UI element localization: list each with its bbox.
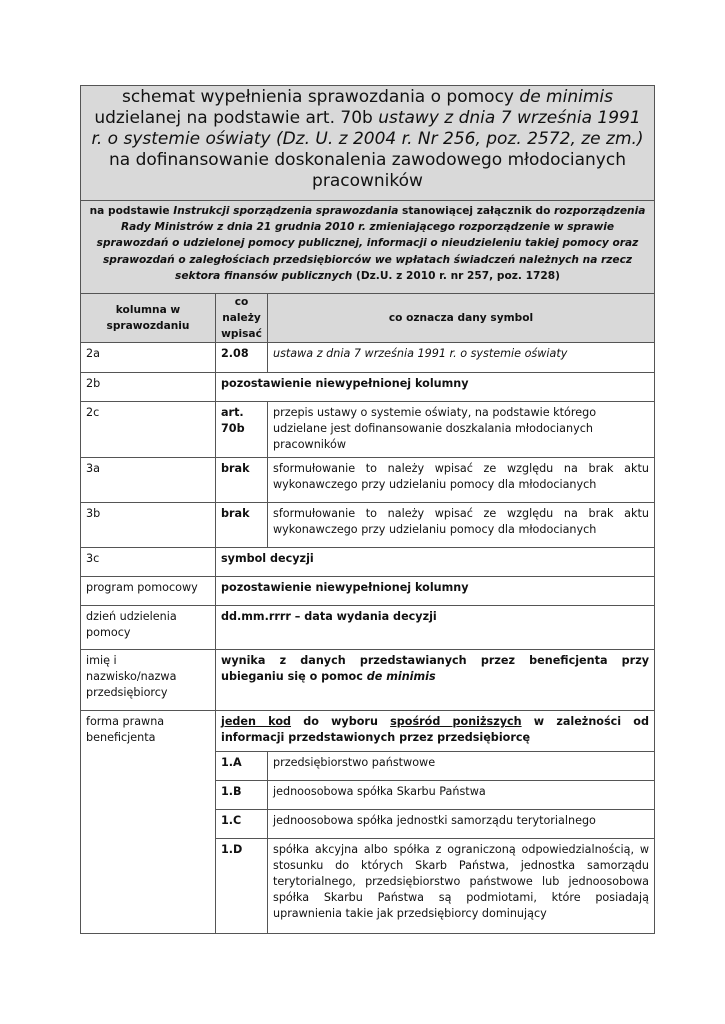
option-text: jednoosobowa spółka Skarbu Państwa (268, 781, 655, 810)
row-label: 2c (81, 402, 216, 458)
title-row (81, 86, 655, 201)
row-value: pozostawienie niewypełnionej kolumny (216, 577, 655, 606)
row-value: 2.08 (216, 343, 268, 373)
option-code: 1.A (216, 752, 268, 781)
column-header-row (81, 294, 655, 343)
header-what-to-enter: co należy wpisać (216, 294, 268, 343)
row-description: sformułowanie to należy wpisać ze względu na brak aktu wykonawczego przy udzielaniu pomocy dla młodocianych (268, 458, 655, 503)
document-page (80, 85, 654, 934)
table-row-3a (81, 458, 655, 503)
option-text: jednoosobowa spółka jednostki samorządu terytorialnego (268, 810, 655, 839)
row-label: 3c (81, 548, 216, 577)
table-row-date (81, 606, 655, 650)
table-row-beneficiary-name (81, 650, 655, 711)
row-label: 3b (81, 503, 216, 548)
row-value: dd.mm.rrrr – data wydania decyzji (216, 606, 655, 650)
row-value: pozostawienie niewypełnionej kolumny (216, 373, 655, 402)
table-row-3b (81, 503, 655, 548)
table-row-2b (81, 373, 655, 402)
table-row-2c (81, 402, 655, 458)
row-label: 2b (81, 373, 216, 402)
row-value: brak (216, 503, 268, 548)
table-row-3c (81, 548, 655, 577)
row-description: sformułowanie to należy wpisać ze względu na brak aktu wykonawczego przy udzielaniu pomocy dla młodocianych (268, 503, 655, 548)
option-text: spółka akcyjna albo spółka z ograniczoną odpowiedzialnością, w stosunku do których Skarb Państwa, jednostka samorządu terytorialnego, przedsiębiorstwo państwowe lub jednoosobowa spółka Skarbu Państwa są podmiotami, które posiadają uprawnienia takie jak przedsiębiorcy dominujący (268, 839, 655, 934)
row-label: forma prawna beneficjenta (81, 711, 216, 934)
legal-form-instruction: jeden kod do wyboru spośród poniższych w zależności od informacji przedstawionych przez przedsiębiorcę (216, 711, 655, 752)
option-code: 1.B (216, 781, 268, 810)
option-code: 1.D (216, 839, 268, 934)
row-label: 3a (81, 458, 216, 503)
row-value: brak (216, 458, 268, 503)
row-description: przepis ustawy o systemie oświaty, na podstawie którego udzielane jest dofinansowanie doszkalania młodocianych pracowników (268, 402, 655, 458)
row-label: imię i nazwisko/nazwa przedsiębiorcy (81, 650, 216, 711)
option-code: 1.C (216, 810, 268, 839)
row-value: symbol decyzji (216, 548, 655, 577)
table-row-legal-form (81, 711, 655, 752)
legal-basis-text: na podstawie Instrukcji sporządzenia sprawozdania stanowiącej załącznik do rozporządzenia Rady Ministrów z dnia 21 grudnia 2010 r. zmieniającego rozporządzenie w sprawie sprawozdań o udzielonej pomocy publicznej, informacji o nieudzieleniu takiej pomocy oraz sprawozdań o zaległościach przedsiębiorców we wpłatach świadczeń należnych na rzecz sektora finansów publicznych (Dz.U. z 2010 r. nr 257, poz. 1728) (81, 201, 655, 294)
schema-table (80, 85, 655, 934)
row-value: wynika z danych przedstawianych przez beneficjenta przy ubieganiu się o pomoc de minimis (216, 650, 655, 711)
row-description: ustawa z dnia 7 września 1991 r. o systemie oświaty (268, 343, 655, 373)
legal-basis-row (81, 201, 655, 294)
row-label: program pomocowy (81, 577, 216, 606)
header-symbol-meaning: co oznacza dany symbol (268, 294, 655, 343)
table-row-program (81, 577, 655, 606)
row-value: art. 70b (216, 402, 268, 458)
table-row-2a (81, 343, 655, 373)
row-label: 2a (81, 343, 216, 373)
document-title: schemat wypełnienia sprawozdania o pomocy de minimis udzielanej na podstawie art. 70b ustawy z dnia 7 września 1991 r. o systemie oświaty (Dz. U. z 2004 r. Nr 256, poz. 2572, ze zm.) na dofinansowanie doskonalenia zawodowego młodocianych pracowników (81, 86, 655, 201)
option-text: przedsiębiorstwo państwowe (268, 752, 655, 781)
row-label: dzień udzielenia pomocy (81, 606, 216, 650)
header-column-in-report: kolumna w sprawozdaniu (81, 294, 216, 343)
